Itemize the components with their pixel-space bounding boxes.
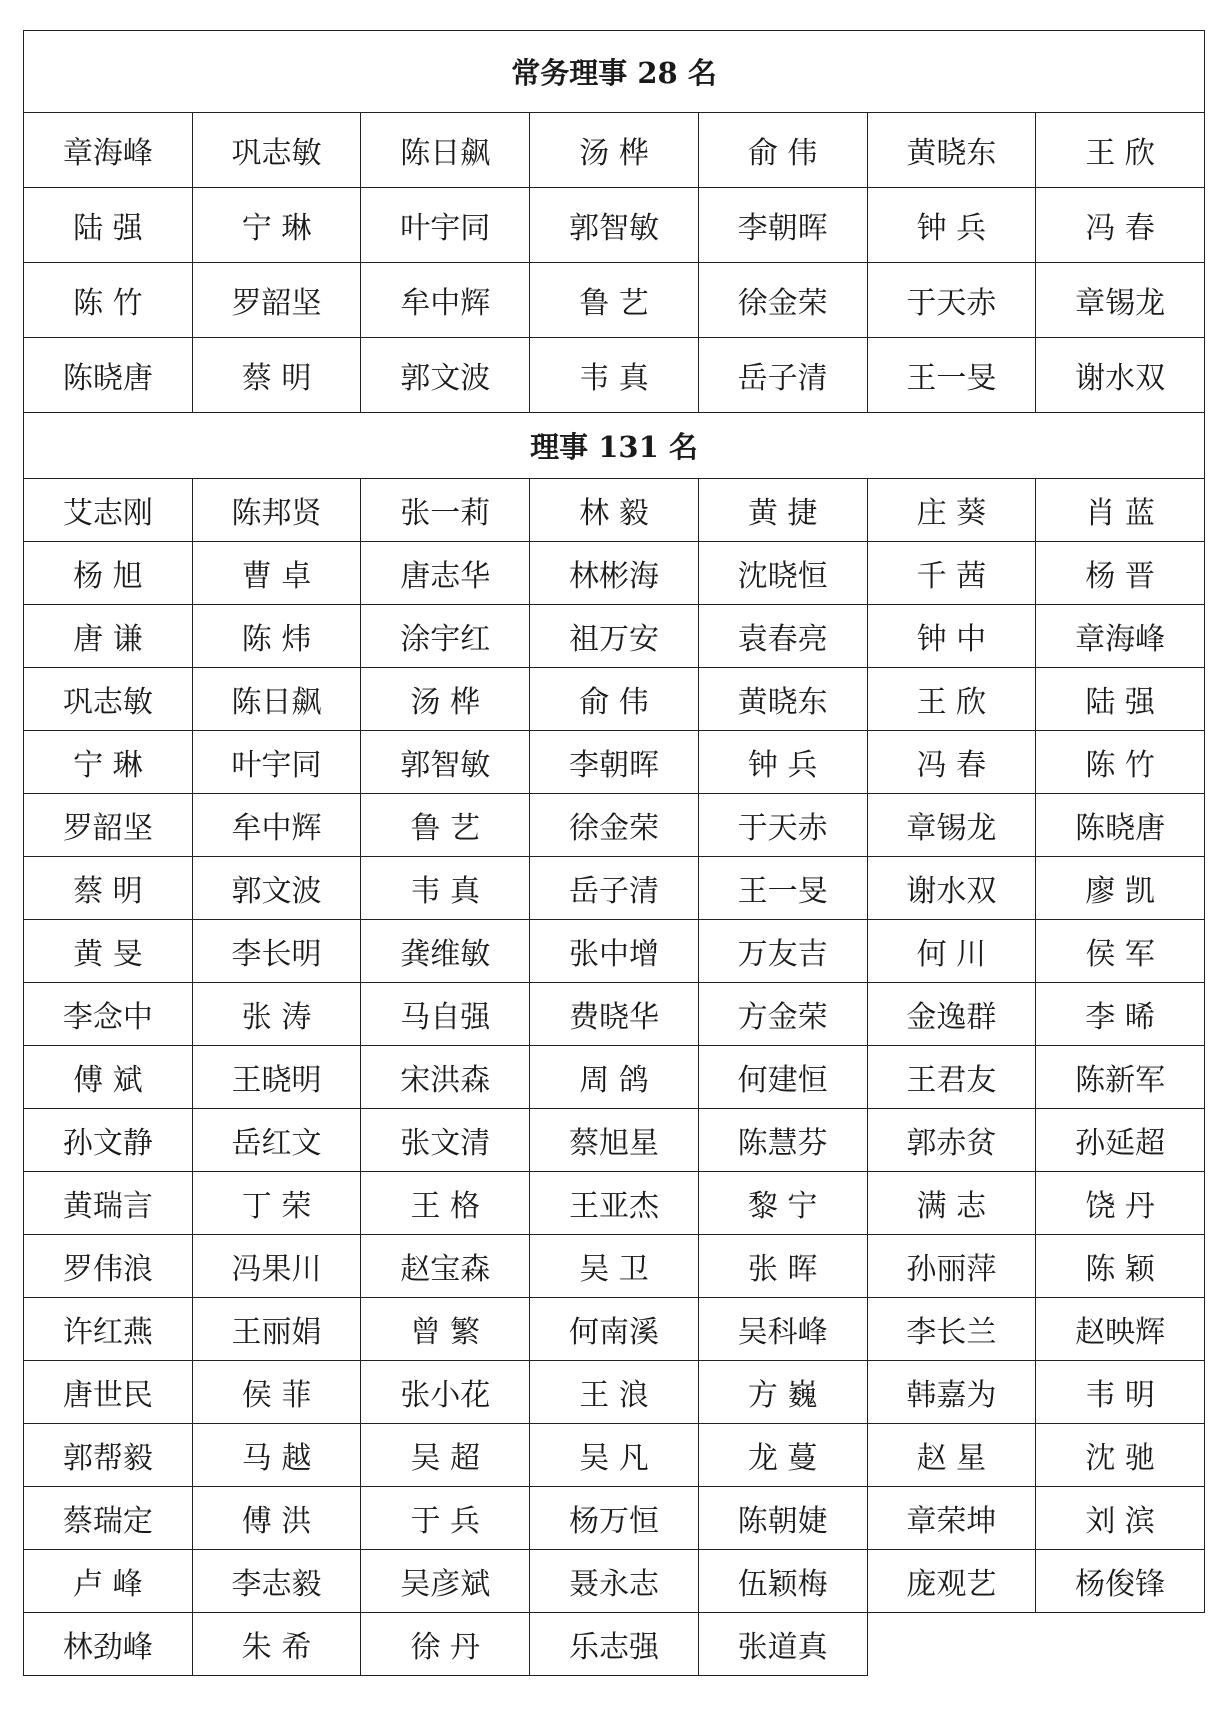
member-name-cell: 丁 荣 [192, 1172, 361, 1235]
member-name-cell: 于 兵 [361, 1487, 530, 1550]
member-name-cell: 陆 强 [24, 188, 193, 263]
member-name-cell: 赵映辉 [1036, 1298, 1205, 1361]
standing-council-row [24, 113, 1205, 188]
council-row [24, 1487, 1205, 1550]
member-name-cell: 罗韶坚 [24, 794, 193, 857]
member-name-cell: 徐 丹 [361, 1613, 530, 1676]
member-name-cell: 张小花 [361, 1361, 530, 1424]
empty-cell [867, 1613, 1036, 1676]
roster-table-body [24, 31, 1205, 1676]
member-name-cell: 岳子清 [698, 338, 867, 413]
member-name-cell: 汤 桦 [530, 113, 699, 188]
member-name-cell: 林劲峰 [24, 1613, 193, 1676]
member-name-cell: 郭帮毅 [24, 1424, 193, 1487]
member-name-cell: 陈邦贤 [192, 479, 361, 542]
member-name-cell: 章荣坤 [867, 1487, 1036, 1550]
council-row [24, 479, 1205, 542]
member-name-cell: 千 茜 [867, 542, 1036, 605]
member-name-cell: 许红燕 [24, 1298, 193, 1361]
member-name-cell: 赵 星 [867, 1424, 1036, 1487]
council-row [24, 1550, 1205, 1613]
member-name-cell: 沈 驰 [1036, 1424, 1205, 1487]
member-name-cell: 张中增 [530, 920, 699, 983]
member-name-cell: 曾 繁 [361, 1298, 530, 1361]
empty-cell [1036, 1613, 1205, 1676]
standing-council-row [24, 338, 1205, 413]
member-name-cell: 王 欣 [1036, 113, 1205, 188]
member-name-cell: 叶宇同 [361, 188, 530, 263]
member-name-cell: 肖 蓝 [1036, 479, 1205, 542]
council-row [24, 920, 1205, 983]
member-name-cell: 张 涛 [192, 983, 361, 1046]
member-name-cell: 吴 卫 [530, 1235, 699, 1298]
member-name-cell: 马 越 [192, 1424, 361, 1487]
member-name-cell: 朱 希 [192, 1613, 361, 1676]
member-name-cell: 李念中 [24, 983, 193, 1046]
member-name-cell: 钟 中 [867, 605, 1036, 668]
member-name-cell: 乐志强 [530, 1613, 699, 1676]
member-name-cell: 王一旻 [698, 857, 867, 920]
member-name-cell: 郭文波 [361, 338, 530, 413]
member-name-cell: 李朝晖 [698, 188, 867, 263]
member-name-cell: 牟中辉 [192, 794, 361, 857]
member-name-cell: 韩嘉为 [867, 1361, 1036, 1424]
member-name-cell: 庞观艺 [867, 1550, 1036, 1613]
member-name-cell: 龙 蔓 [698, 1424, 867, 1487]
member-name-cell: 章锡龙 [1036, 263, 1205, 338]
member-name-cell: 刘 滨 [1036, 1487, 1205, 1550]
member-name-cell: 郭文波 [192, 857, 361, 920]
member-name-cell: 黄晓东 [698, 668, 867, 731]
member-name-cell: 章锡龙 [867, 794, 1036, 857]
member-name-cell: 宁 琳 [192, 188, 361, 263]
council-row [24, 1361, 1205, 1424]
member-name-cell: 汤 桦 [361, 668, 530, 731]
member-name-cell: 陈日飙 [192, 668, 361, 731]
member-name-cell: 鲁 艺 [530, 263, 699, 338]
member-name-cell: 岳子清 [530, 857, 699, 920]
member-name-cell: 郭智敏 [361, 731, 530, 794]
member-name-cell: 蔡 明 [24, 857, 193, 920]
member-name-cell: 陈晓唐 [24, 338, 193, 413]
council-row [24, 983, 1205, 1046]
member-name-cell: 杨俊锋 [1036, 1550, 1205, 1613]
member-name-cell: 万友吉 [698, 920, 867, 983]
member-name-cell: 周 鸽 [530, 1046, 699, 1109]
member-name-cell: 侯 菲 [192, 1361, 361, 1424]
member-name-cell: 谢水双 [1036, 338, 1205, 413]
member-name-cell: 钟 兵 [698, 731, 867, 794]
member-name-cell: 韦 明 [1036, 1361, 1205, 1424]
council-row [24, 1109, 1205, 1172]
member-name-cell: 陈慧芬 [698, 1109, 867, 1172]
member-name-cell: 巩志敏 [24, 668, 193, 731]
council-row [24, 857, 1205, 920]
member-name-cell: 王一旻 [867, 338, 1036, 413]
member-name-cell: 黎 宁 [698, 1172, 867, 1235]
member-name-cell: 陈新军 [1036, 1046, 1205, 1109]
member-name-cell: 林 毅 [530, 479, 699, 542]
member-name-cell: 赵宝森 [361, 1235, 530, 1298]
member-name-cell: 罗伟浪 [24, 1235, 193, 1298]
member-name-cell: 傅 洪 [192, 1487, 361, 1550]
member-name-cell: 蔡旭星 [530, 1109, 699, 1172]
council-title-row [24, 413, 1205, 479]
standing-council-title-row [24, 31, 1205, 113]
member-name-cell: 徐金荣 [530, 794, 699, 857]
member-name-cell: 王 欣 [867, 668, 1036, 731]
member-name-cell: 廖 凯 [1036, 857, 1205, 920]
member-name-cell: 侯 军 [1036, 920, 1205, 983]
member-name-cell: 韦 真 [361, 857, 530, 920]
member-name-cell: 叶宇同 [192, 731, 361, 794]
council-row [24, 1172, 1205, 1235]
member-name-cell: 饶 丹 [1036, 1172, 1205, 1235]
member-name-cell: 于天赤 [698, 794, 867, 857]
council-row [24, 1424, 1205, 1487]
member-name-cell: 徐金荣 [698, 263, 867, 338]
member-name-cell: 庄 葵 [867, 479, 1036, 542]
member-name-cell: 蔡瑞定 [24, 1487, 193, 1550]
member-name-cell: 王君友 [867, 1046, 1036, 1109]
member-name-cell: 金逸群 [867, 983, 1036, 1046]
member-name-cell: 龚维敏 [361, 920, 530, 983]
member-name-cell: 杨万恒 [530, 1487, 699, 1550]
member-name-cell: 聂永志 [530, 1550, 699, 1613]
member-name-cell: 孙延超 [1036, 1109, 1205, 1172]
member-name-cell: 陈 颖 [1036, 1235, 1205, 1298]
member-name-cell: 李 晞 [1036, 983, 1205, 1046]
member-name-cell: 俞 伟 [698, 113, 867, 188]
council-row [24, 1298, 1205, 1361]
member-name-cell: 孙文静 [24, 1109, 193, 1172]
member-name-cell: 冯 春 [1036, 188, 1205, 263]
member-name-cell: 陈 炜 [192, 605, 361, 668]
member-name-cell: 巩志敏 [192, 113, 361, 188]
member-name-cell: 王 浪 [530, 1361, 699, 1424]
member-name-cell: 王 格 [361, 1172, 530, 1235]
member-name-cell: 唐 谦 [24, 605, 193, 668]
member-name-cell: 李朝晖 [530, 731, 699, 794]
council-row [24, 542, 1205, 605]
member-name-cell: 傅 斌 [24, 1046, 193, 1109]
member-name-cell: 于天赤 [867, 263, 1036, 338]
member-name-cell: 吴彦斌 [361, 1550, 530, 1613]
member-name-cell: 袁春亮 [698, 605, 867, 668]
member-name-cell: 曹 卓 [192, 542, 361, 605]
member-name-cell: 冯 春 [867, 731, 1036, 794]
member-name-cell: 卢 峰 [24, 1550, 193, 1613]
member-name-cell: 涂宇红 [361, 605, 530, 668]
member-name-cell: 冯果川 [192, 1235, 361, 1298]
council-row [24, 668, 1205, 731]
council-row [24, 794, 1205, 857]
standing-council-title: 常务理事 28 名 [24, 31, 1205, 113]
member-name-cell: 岳红文 [192, 1109, 361, 1172]
member-name-cell: 陈朝婕 [698, 1487, 867, 1550]
member-name-cell: 宋洪森 [361, 1046, 530, 1109]
member-name-cell: 鲁 艺 [361, 794, 530, 857]
member-name-cell: 方金荣 [698, 983, 867, 1046]
council-title: 理事 131 名 [24, 413, 1205, 479]
member-name-cell: 郭智敏 [530, 188, 699, 263]
member-name-cell: 王亚杰 [530, 1172, 699, 1235]
member-name-cell: 黄 旻 [24, 920, 193, 983]
member-name-cell: 陈 竹 [24, 263, 193, 338]
member-name-cell: 王丽娟 [192, 1298, 361, 1361]
member-name-cell: 满 志 [867, 1172, 1036, 1235]
member-name-cell: 韦 真 [530, 338, 699, 413]
member-name-cell: 何南溪 [530, 1298, 699, 1361]
member-name-cell: 谢水双 [867, 857, 1036, 920]
council-row [24, 1046, 1205, 1109]
member-name-cell: 郭赤贫 [867, 1109, 1036, 1172]
member-name-cell: 罗韶坚 [192, 263, 361, 338]
member-name-cell: 何 川 [867, 920, 1036, 983]
council-row [24, 1613, 1205, 1676]
member-name-cell: 黄瑞言 [24, 1172, 193, 1235]
member-name-cell: 章海峰 [1036, 605, 1205, 668]
member-name-cell: 孙丽萍 [867, 1235, 1036, 1298]
member-name-cell: 费晓华 [530, 983, 699, 1046]
member-name-cell: 祖万安 [530, 605, 699, 668]
member-name-cell: 陈晓唐 [1036, 794, 1205, 857]
member-name-cell: 黄 捷 [698, 479, 867, 542]
member-name-cell: 钟 兵 [867, 188, 1036, 263]
member-name-cell: 张文清 [361, 1109, 530, 1172]
member-name-cell: 唐志华 [361, 542, 530, 605]
member-name-cell: 吴科峰 [698, 1298, 867, 1361]
member-name-cell: 蔡 明 [192, 338, 361, 413]
member-name-cell: 王晓明 [192, 1046, 361, 1109]
member-name-cell: 陈 竹 [1036, 731, 1205, 794]
member-name-cell: 黄晓东 [867, 113, 1036, 188]
member-name-cell: 张一莉 [361, 479, 530, 542]
member-name-cell: 俞 伟 [530, 668, 699, 731]
member-name-cell: 吴 超 [361, 1424, 530, 1487]
member-name-cell: 李志毅 [192, 1550, 361, 1613]
member-name-cell: 伍颖梅 [698, 1550, 867, 1613]
member-name-cell: 陆 强 [1036, 668, 1205, 731]
member-name-cell: 方 巍 [698, 1361, 867, 1424]
member-name-cell: 林彬海 [530, 542, 699, 605]
member-name-cell: 杨 旭 [24, 542, 193, 605]
member-name-cell: 陈日飙 [361, 113, 530, 188]
member-name-cell: 唐世民 [24, 1361, 193, 1424]
member-name-cell: 牟中辉 [361, 263, 530, 338]
member-name-cell: 张 晖 [698, 1235, 867, 1298]
member-name-cell: 李长明 [192, 920, 361, 983]
member-name-cell: 张道真 [698, 1613, 867, 1676]
member-name-cell: 杨 晋 [1036, 542, 1205, 605]
member-name-cell: 马自强 [361, 983, 530, 1046]
member-name-cell: 沈晓恒 [698, 542, 867, 605]
member-name-cell: 章海峰 [24, 113, 193, 188]
member-name-cell: 何建恒 [698, 1046, 867, 1109]
council-row [24, 1235, 1205, 1298]
member-name-cell: 李长兰 [867, 1298, 1036, 1361]
member-name-cell: 艾志刚 [24, 479, 193, 542]
member-name-cell: 宁 琳 [24, 731, 193, 794]
council-row [24, 731, 1205, 794]
standing-council-row [24, 188, 1205, 263]
standing-council-row [24, 263, 1205, 338]
roster-table [23, 30, 1205, 1676]
council-row [24, 605, 1205, 668]
member-name-cell: 吴 凡 [530, 1424, 699, 1487]
